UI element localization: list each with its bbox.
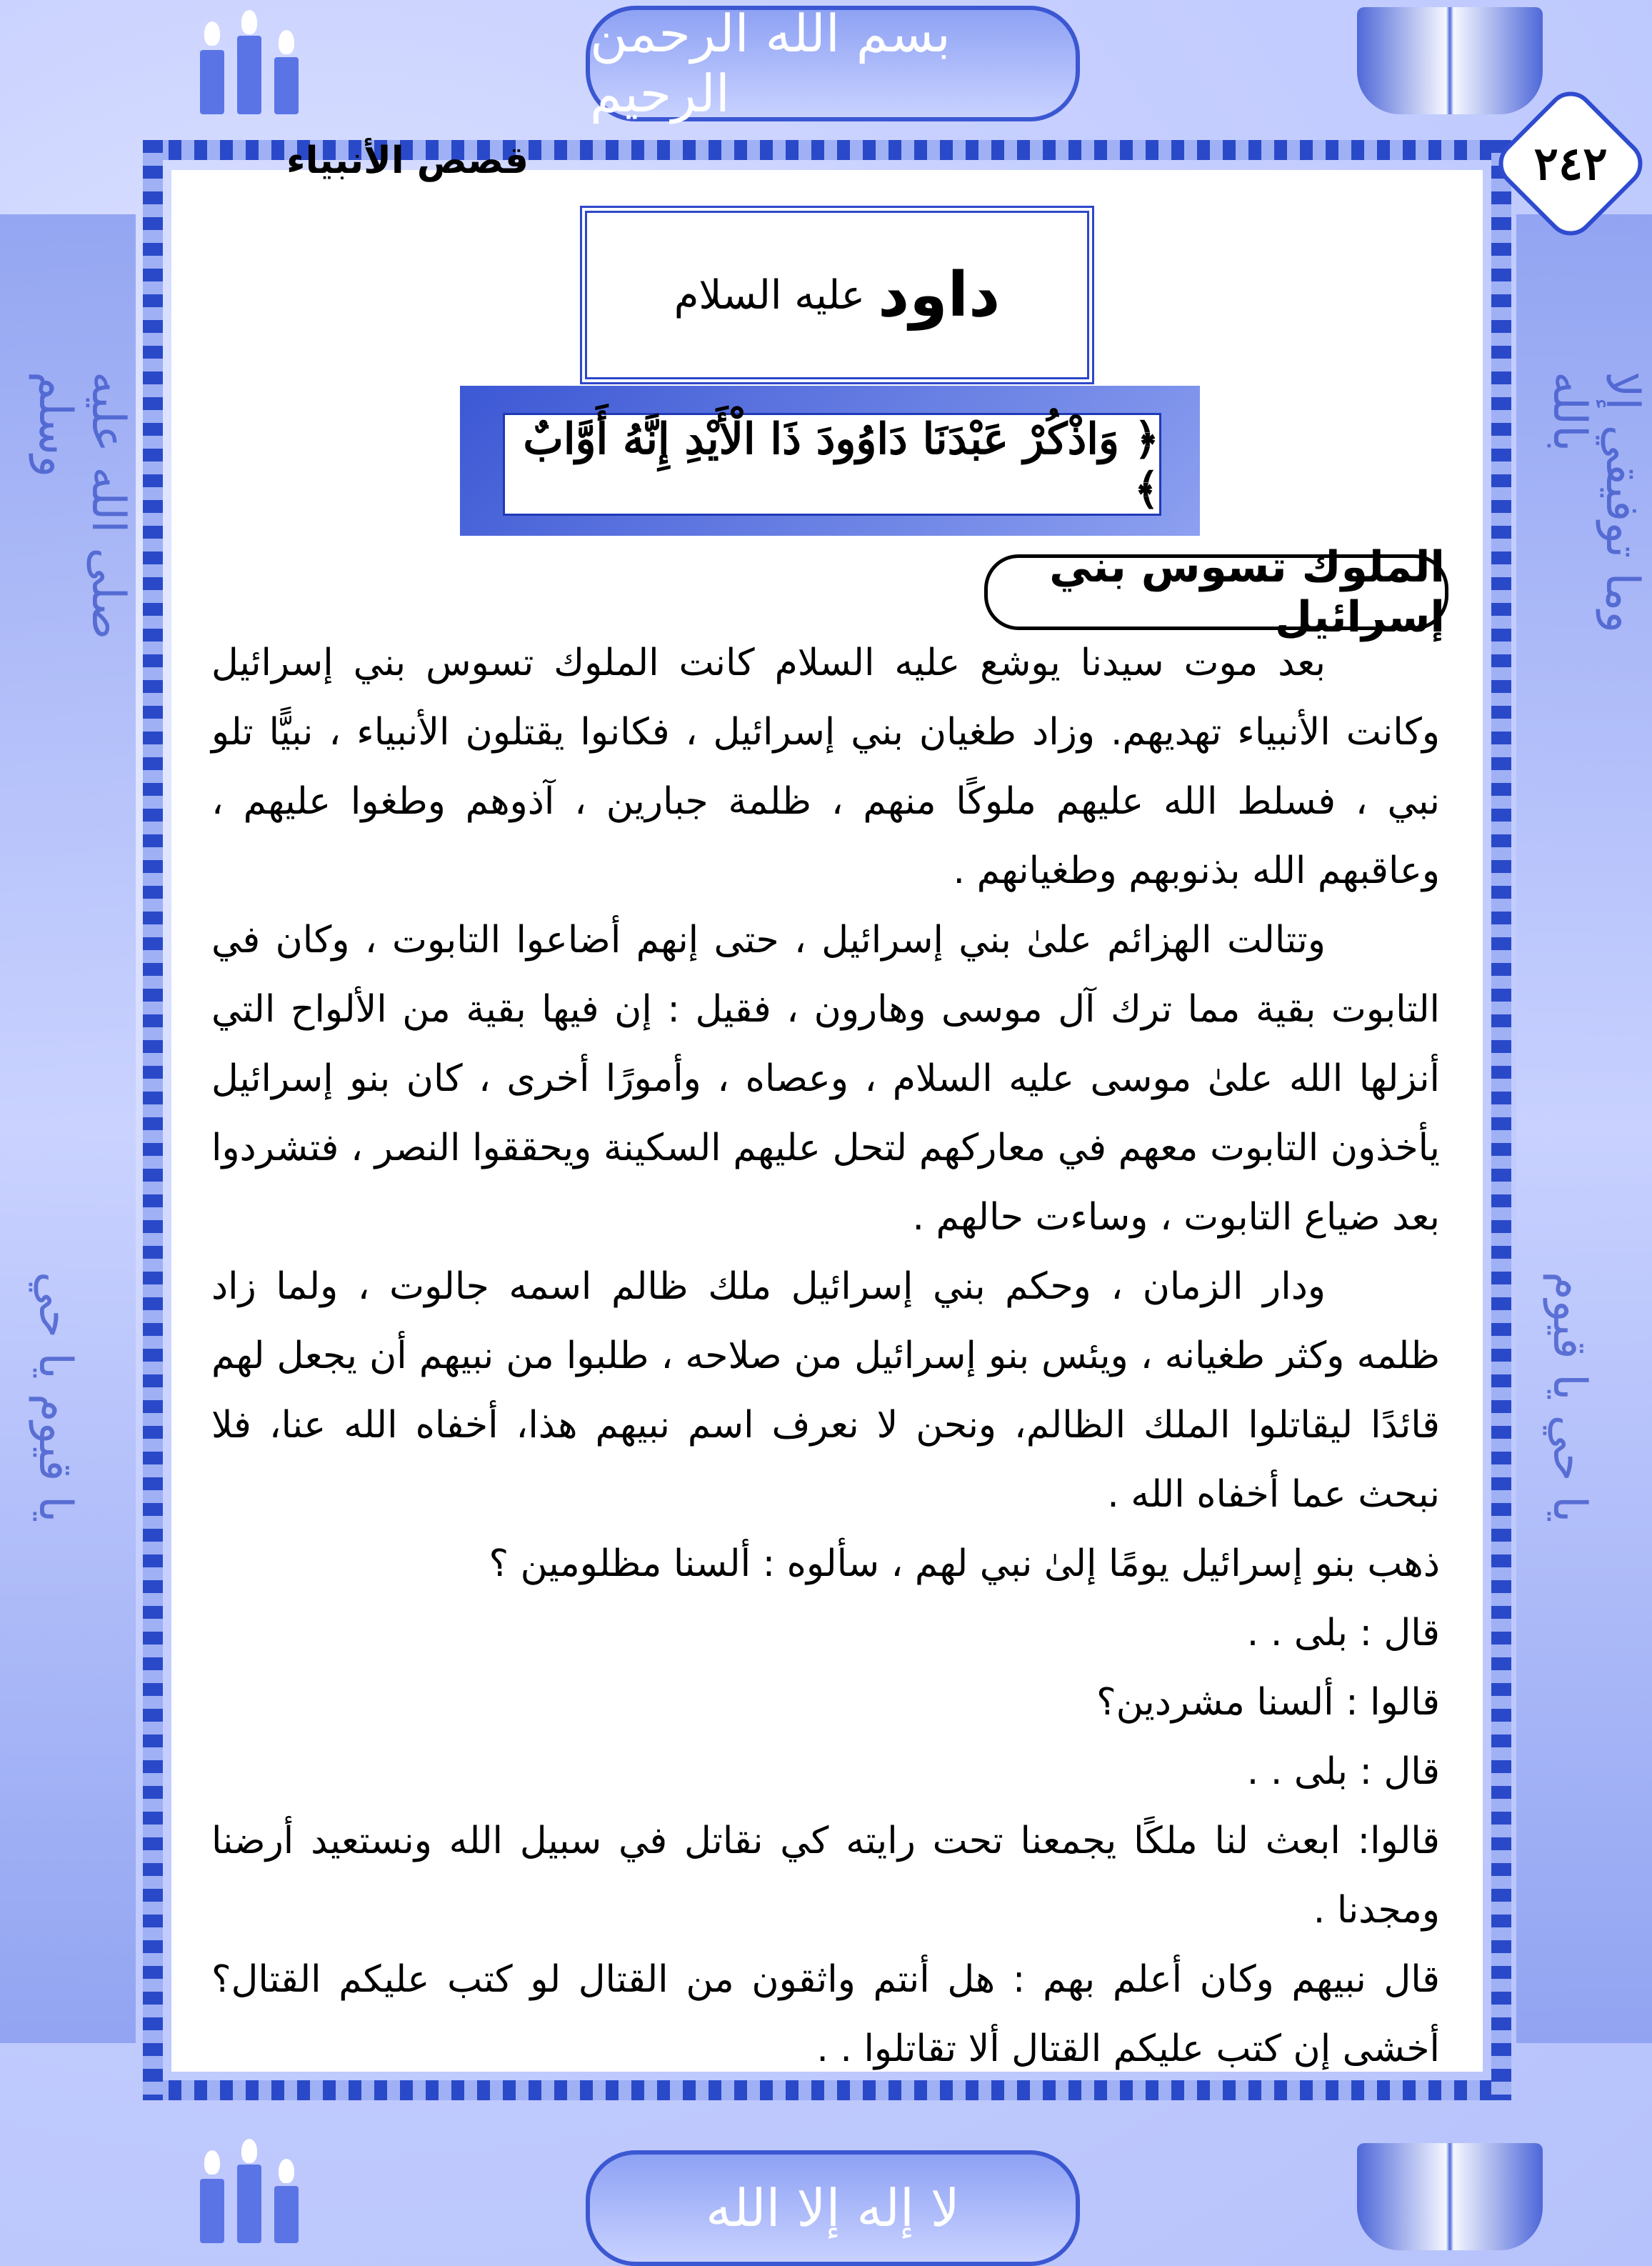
candles-icon-bottom bbox=[193, 2143, 307, 2243]
chapter-title-frame bbox=[580, 206, 1094, 384]
body-text bbox=[211, 629, 1440, 2084]
left-side-calligraphy-top: صلى الله عليه وسلم bbox=[29, 371, 134, 640]
section-heading: الملوك تسوس بني إسرائيل bbox=[984, 554, 1448, 630]
paragraph: ودار الزمان ، وحكم بني إسرائيل ملك ظالم اسمه جالوت ، ولما زاد ظلمه وكثر طغيانه ، ويئس بنو إسرائيل من صلاحه ، طلبوا من نبيهم أن يجعل لهم قائدًا ليقاتلوا الملك الظالم، ونحن لا نعرف اسم نبيهم هذا، أخفاه الله عنا، فلا نبحث عما أخفاه الله . bbox=[211, 1265, 1440, 1516]
top-basmala-cartouche: بسم الله الرحمن الرحيم bbox=[586, 6, 1080, 121]
dialogue-line: قالوا : ألسنا مشردين؟ bbox=[1096, 1681, 1440, 1724]
chapter-title: داود bbox=[878, 259, 1001, 331]
paragraph: بعد موت سيدنا يوشع عليه السلام كانت الملوك تسوس بني إسرائيل وكانت الأنبياء تهديهم. وزاد طغيان بني إسرائيل ، فكانوا يقتلون الأنبياء ، نبيًّا تلو نبي ، فسلط الله عليهم ملوكًا منهم ، ظلمة جبارين ، آذوهم وطغوا عليهم ، وعاقبهم الله بذنوبهم وطغيانهم . bbox=[211, 642, 1440, 892]
page-number: ٢٤٢ bbox=[1533, 136, 1608, 191]
left-ornament-band bbox=[143, 140, 163, 2100]
bottom-calligraphy-cartouche: لا إله إلا الله bbox=[586, 2150, 1080, 2266]
right-side-calligraphy-top: وما توفيقي إلا بالله bbox=[1543, 371, 1648, 634]
paragraph: وتتالت الهزائم علىٰ بني إسرائيل ، حتى إنهم أضاعوا التابوت ، وكان في التابوت بقية مما ترك آل موسى وهارون ، فقيل : إن فيها بقية من الألواح التي أنزلها الله علىٰ موسى عليه السلام ، وعصاه ، وأمورًا أخرى ، كان بنو إسرائيل يأخذون التابوت معهم في معاركهم لتحل عليهم السكينة ويحققوا النصر ، فتشردوا بعد ضياع التابوت ، وساءت حالهم . bbox=[211, 919, 1440, 1239]
chapter-honorific: عليه السلام bbox=[674, 271, 866, 319]
open-book-icon-top bbox=[1357, 7, 1543, 114]
dialogue-line: قال : بلى . . bbox=[1246, 1612, 1440, 1654]
right-ornament-band bbox=[1491, 140, 1511, 2100]
left-side-calligraphy-bottom: يا قيوم يا حي bbox=[29, 1272, 81, 1523]
right-side-calligraphy-bottom: يا حي يا قيوم bbox=[1543, 1272, 1596, 1523]
quran-verse: ﴿ وَاذْكُرْ عَبْدَنَا دَاوُودَ ذَا الْأَيْدِ إِنَّهُ أَوَّابٌ ﴾ bbox=[503, 413, 1161, 516]
dialogue-line: قالوا: ابعث لنا ملكًا يجمعنا تحت رايته كي نقاتل في سبيل الله ونستعيد أرضنا ومجدنا . bbox=[211, 1820, 1440, 1932]
dialogue-line: قال نبيهم وكان أعلم بهم : هل أنتم واثقون من القتال لو كتب عليكم القتال؟ أخشى إن كتب عليكم القتال ألا تقاتلوا . . bbox=[211, 1958, 1440, 2070]
candles-icon-top bbox=[193, 14, 307, 114]
open-book-icon-bottom bbox=[1357, 2143, 1543, 2250]
dialogue-line: ذهب بنو إسرائيل يومًا إلىٰ نبي لهم ، سألوه : ألسنا مظلومين ؟ bbox=[489, 1542, 1440, 1585]
running-title: قصص الأنبياء bbox=[286, 139, 529, 182]
dialogue-line: قال : بلى . . bbox=[1246, 1750, 1440, 1793]
